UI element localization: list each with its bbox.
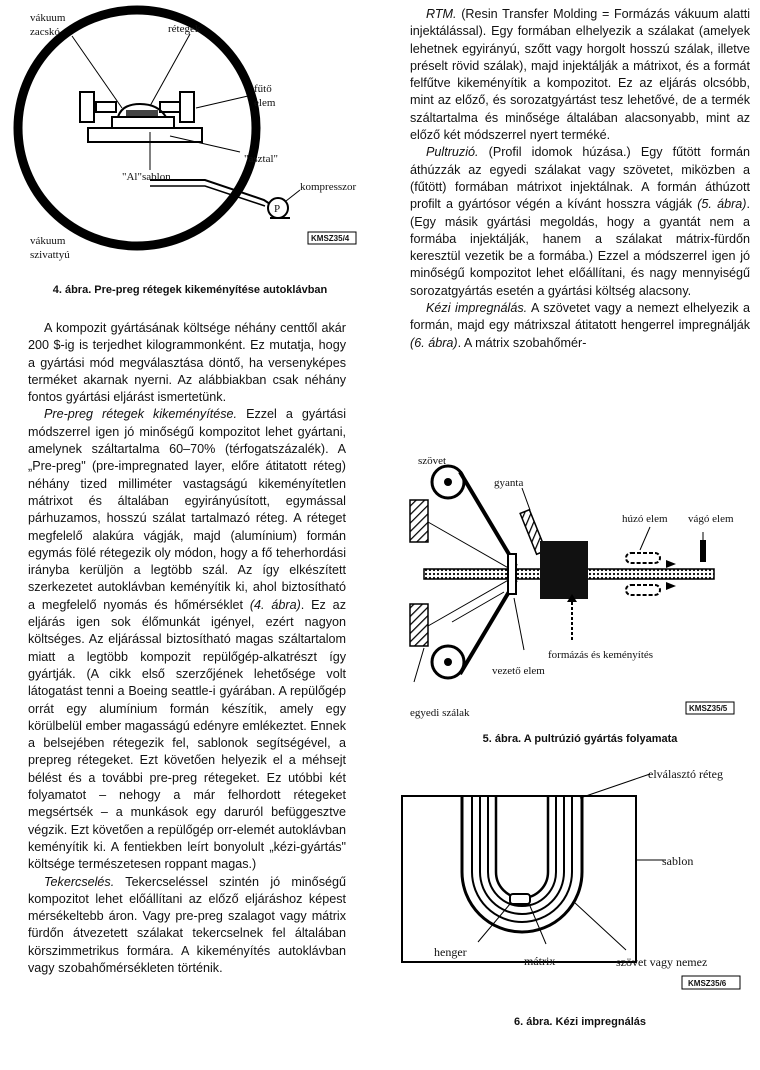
label-szovet: szövet (418, 455, 447, 467)
layers (126, 110, 158, 116)
paragraph-prepreg: Pre-preg rétegek kikeményítése. Ezzel a gyártási módszerrel igen jó minőségű kompozitot lehet gyártani, amelynek száltartalma 60–70% (térfogatszázalék). A „Pre-preg" (pre-impregnated layer, előre átitatott réteg) néhány tized milliméter vastagságú kikeményítetlen mátrixot és általában egyirányúsított, egymással párhuzamos, hosszú szálat tartalmazó réteg. A réteget megfelelő alakúra vágják, majd (alumínium) formán egymás fölé rétegezik oly módon, hogy a fő teherhordási irányba kerüljön a legtöbb szál. Az így elkészített szerkezetet autoklávban keményítik ki, ahol biztosítható a megfelelő nyomás és hőmérséklet (4. ábra). Ez az eljárás igen sok élőmunkát igényel, ezért nagyon költséges. Az eljárással biztosítható magas száltartalom miatt a legtöbb kompozit repülőgép-alkatrészt így gyártják. (A cikk első szerzőjének lehetősége volt látogatást tenni a Boeing seattle-i gyárában. A repülőgép orrát egy alumínium formán készítik, amely egy körülbelül ember magasságú edényre emlékeztet. Ennek a belsejében rétegezik fel, sablonok segítségével, a prepreg rétegeket. Ezt követően helyezik el a méhsejt bélést és a további pre-preg rétegeket. Ez utóbbi két folyamatot – nehogy a már felhordott rétegeket megsértsék – a munkások egy daruról befüggesztve végzik. Ezt követően a repülőgép orr-elemét autoklávban keményítik ki. A fentiekben leírt bonyolult „kézi-gyártás" költsége természetesen roppant magas.) (28, 407, 346, 872)
autoclave-diagram (0, 0, 380, 282)
fiber-spool-bottom (410, 604, 428, 646)
paragraph-rtm: RTM. (Resin Transfer Molding = Formázás vákuum alatti injektálással). Egy formában elhelyezik a szálakat (amelyek lehetnek egyirányú, szőtt vagy horgolt hosszú szálak, illetve préselt rövid szálak), majd injektálják a mátrixot, és a formát felfűtve kikeményítik a kompozitot. Ez az eljárás olcsóbb, mint az előző, és sorozatgyártást tesz lehetővé, de a termék száltartalma és minősége általában alacsonyabb, mint az előző két módszerrel nyert terméké. (410, 7, 750, 143)
pultrusion-diagram (404, 452, 754, 724)
label-vezeto-elem: vezető elem (492, 665, 545, 677)
label-elvalaszto-reteg: elválasztó réteg (648, 767, 723, 781)
roller (510, 894, 530, 904)
label-vakuum-szivattyu: vákuum (30, 235, 66, 247)
hand-impregnation-diagram (398, 762, 758, 1012)
svg-text:zacskó: zacskó (30, 26, 60, 38)
figure-code: KMSZ35/4 (311, 234, 350, 243)
label-vakuum-zacsko: vákuum (30, 12, 66, 24)
label-szovet-nemez: szövet vagy nemez (616, 955, 708, 969)
left-column (28, 320, 346, 977)
paragraph-tekercseles: Tekercselés. Tekercseléssel szintén jó minőségű kompozitot lehet előállítani az előző eljáráshoz képest mérsékeltebb áron. Vagy pre-preg szalagot vagy mátrix fürdőn átvezetett szálakat tekercselnek fel általában körszimmetrikus formára. A kikeményítés autoklávban vagy szobahőmérsékleten történik. (28, 874, 346, 975)
figure-5 (404, 452, 754, 724)
label-formazas: formázás és keményítés (548, 649, 654, 661)
mold-block (402, 796, 636, 962)
figure-5-caption: 5. ábra. A pultrúzió gyártás folyamata (482, 733, 678, 745)
puller-bottom (626, 585, 660, 595)
label-asztal: "asztal" (244, 153, 279, 165)
svg-text:KMSZ35/5: KMSZ35/5 (689, 704, 728, 713)
label-futo-elem: fűtő (254, 83, 272, 95)
label-vago-elem: vágó elem (688, 513, 734, 525)
label-egyedi-szalak: egyedi szálak (410, 707, 470, 719)
label-matrix: mátrix (524, 954, 556, 968)
figure-6 (398, 762, 758, 1012)
svg-text:KMSZ35/6: KMSZ35/6 (688, 979, 727, 988)
label-huzo-elem: húzó elem (622, 513, 668, 525)
paragraph-intro: A kompozit gyártásának költsége néhány centtől akár 200 $-ig is terjedhet kilogrammonként. Ez mutatja, hogy a gyártási mód megválasztása döntő, ha versenyképes terméket akarnak nyerni. Az alábbiakban csak néhány fontos gyártási eljárást ismertetünk. (28, 321, 346, 405)
al-mold (112, 117, 174, 128)
figure-4-caption: 4. ábra. Pre-preg rétegek kikeményítése autoklávban (52, 284, 328, 296)
forming-die (540, 541, 588, 599)
puller-top (626, 553, 660, 563)
svg-text:szivattyú: szivattyú (30, 249, 70, 261)
right-column (410, 6, 750, 352)
svg-text:P: P (274, 203, 281, 215)
label-gyanta: gyanta (494, 477, 524, 489)
figure-6-caption: 6. ábra. Kézi impregnálás (513, 1016, 647, 1028)
label-kompresszor: kompresszor (300, 181, 357, 193)
label-sablon: sablon (662, 854, 694, 868)
guide-element (508, 554, 516, 594)
label-henger: henger (434, 945, 467, 959)
paragraph-pultruzio: Pultruzió. (Profil idomok húzása.) Egy fűtött formán áthúzzák az egyedi szálakat vagy szövetet, miközben a (fűtött) formában mátrixot injektálnak. A formán áthúzott profilt a gyártósor végén a kívánt hosszra vágják (5. ábra). (Egy másik gyártási megoldás, hogy a gyantát nem a formába injektálják, hanem a szálakat mátrix-fürdőn keresztül vezetik be a formába.) Ezzel a módszerrel igen jó minőségű kompozitot lehet előállítani, és nagy mennyiségű sorozatgyártás esetén a gyártási költség alacsony. (410, 145, 750, 298)
figure-4 (0, 0, 380, 282)
cutter-blade (700, 540, 706, 562)
fiber-spool-top (410, 500, 428, 542)
label-retegek: rétegek (168, 23, 201, 35)
svg-text:elem: elem (254, 97, 276, 109)
paragraph-kezi: Kézi impregnálás. A szövetet vagy a nemezt elhelyezik a formán, majd egy mátrixszal átitatott hengerrel impregnálják (6. ábra). A mátrix szobahőmér- (410, 301, 750, 350)
label-al-sablon: "Al"sablon (122, 171, 171, 183)
